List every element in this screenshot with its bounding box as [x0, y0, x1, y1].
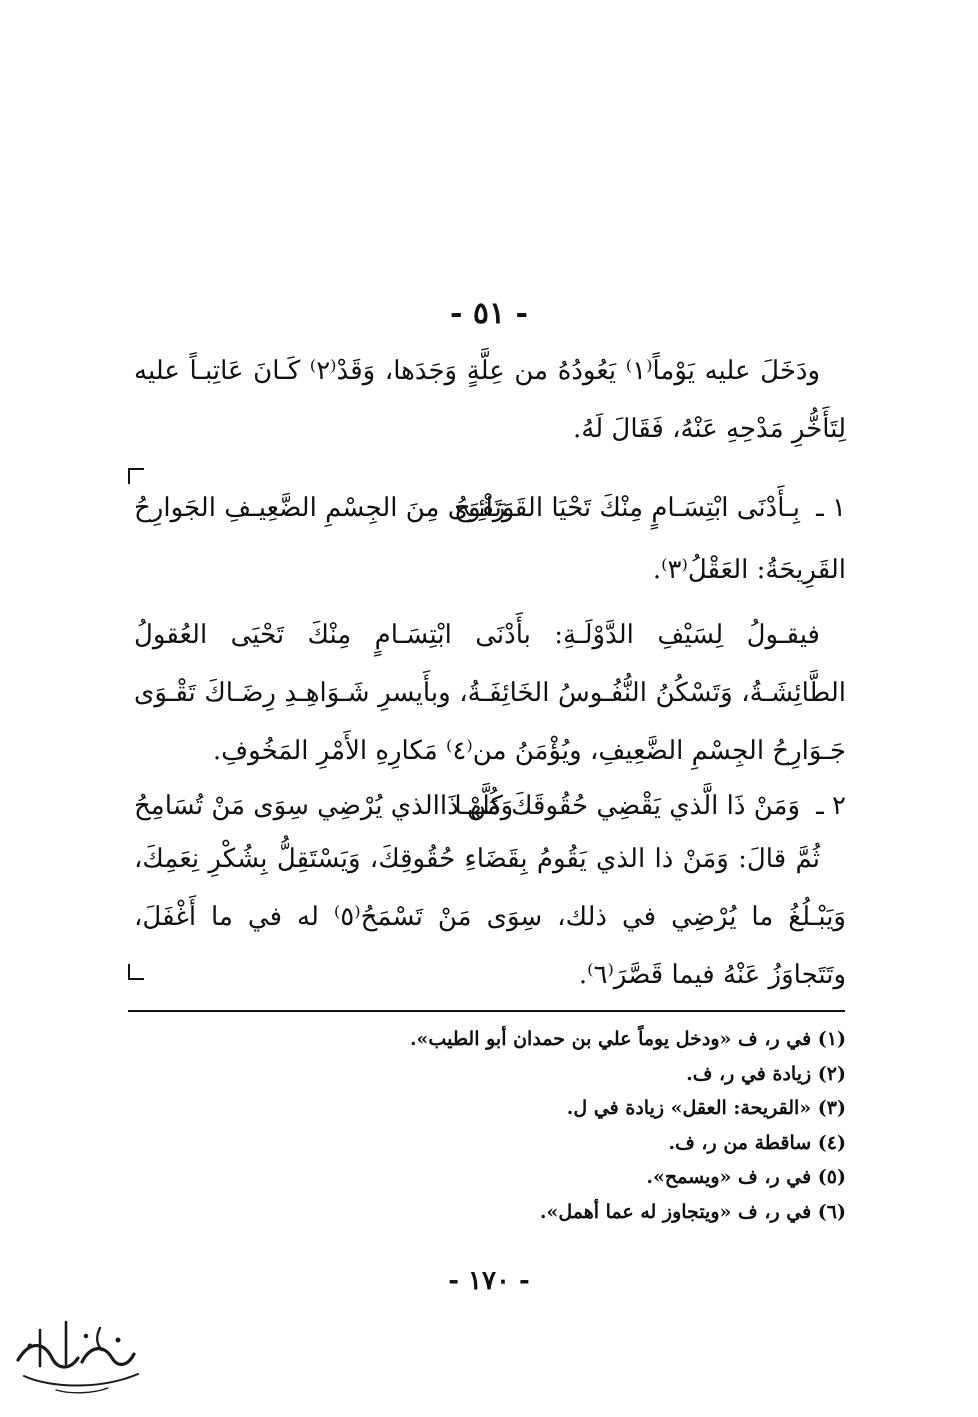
commentary-2-paragraph: ثُمَّ قالَ: وَمَنْ ذا الذي يَقُومُ بِقَضَاءِ حُقُوقِكَ، وَيَسْتَقِلُّ بِشُكْرِ نِعَمِكَ، وَيَبْـلُغُ ما يُرْضِي في ذلك، سِوَى مَنْ تَسْمَحُ⁽٥⁾ له في ما أَغْفَلَ، وتَتَجاوَزُ عَنْهُ فيما قَصَّرَ⁽٦⁾. [134, 844, 846, 990]
footnote-4: (٤) ساقطة من ر، ف. [668, 1131, 846, 1154]
verse-1 [134, 478, 846, 538]
footnote-2: (٢) زيادة في ر، ف. [686, 1062, 846, 1085]
footnote-5: (٥) في ر، ف «ويسمح». [646, 1166, 846, 1188]
verse-1-number: ١ ـ [816, 493, 846, 523]
commentary-1-paragraph: فيقـولُ لِسَيْفِ الدَّوْلَـةِ: بأَدْنَى ابْتِسَـامٍ مِنْكَ تَحْيَى العُقولُ الطَّائِشَـةُ، وَتَسْكُنُ النُّفُـوسُ الخَائِفَـةُ، وبأَيسرِ شَـوَاهِـدِ رِضَـاكَ تَقْـوَى جَـوَارِحُ الجِسْمِ الضَّعِيفِ، ويُؤْمَنُ من⁽٤⁾ مَكارِهِ الأَمْرِ المَخُوفِ. [134, 620, 846, 766]
calligraphy-logo-icon [0, 1300, 150, 1410]
verse-1-gloss: القَرِيحَةُ: العَقْلُ⁽٣⁾. [652, 555, 846, 585]
verse-2 [134, 776, 846, 836]
section-number: - ٥١ - [449, 296, 529, 331]
verse-block-end-bracket [128, 964, 144, 980]
footnote-3: (٣) «القريحة: العقل» زيادة في ل. [566, 1097, 846, 1119]
footnotes [134, 1022, 846, 1229]
verse-2-number: ٢ ـ [816, 791, 846, 821]
verse-1-second-hemistich: وَتَقْوَى مِنَ الجِسْمِ الضَّعِيـفِ الجَوارِحُ [134, 493, 515, 523]
footnote-separator [128, 1010, 845, 1012]
verse-1-first-hemistich: بِـأَدْنَى ابْتِسَـامٍ مِنْكَ تَحْيَا القَـرَائِـحُ [453, 493, 800, 523]
footnote-6: (٦) في ر، ف «ويتجاوز له عما أهمل». [539, 1200, 846, 1223]
footnote-1: (١) في ر، ف «ودخل يوماً علي بن حمدان أبو الطيب». [409, 1028, 846, 1050]
intro-paragraph: ودَخَلَ عليه يَوْماً⁽١⁾ يَعُودُهُ من عِلَّةٍ وَجَدَها، وَقَدْ⁽٢⁾ كَـانَ عَاتِبـاً عليه لِتَأَخُّرِ مَدْحِهِ عَنْهُ، فَقَالَ لَهُ. [134, 356, 846, 444]
verse-2-first-hemistich: وَمَنْ ذَا الَّذي يَقْضِي حُقُوقَكَ كُلَّهـا [454, 791, 800, 821]
page-number: - ١٧٠ - [448, 1266, 530, 1296]
verse-2-second-hemistich: وَمَنْ ذَاالذي يُرْضِي سِوَى مَنْ تُسَامِحُ [134, 791, 514, 821]
